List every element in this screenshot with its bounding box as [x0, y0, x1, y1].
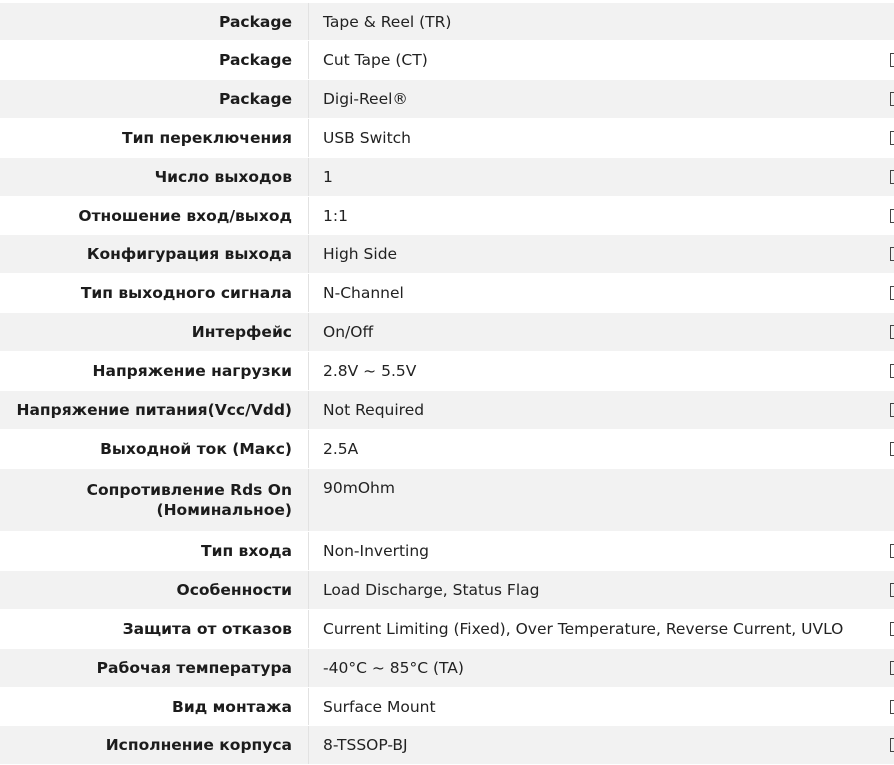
spec-value: N-Channel: [323, 284, 404, 302]
spec-row: [0, 197, 894, 235]
spec-value: Digi-Reel®: [323, 90, 408, 108]
specs-table: [0, 3, 894, 765]
spec-value: Tape & Reel (TR): [323, 12, 452, 31]
spec-label: Защита от отказов: [0, 610, 309, 648]
filter-checkbox[interactable]: [890, 209, 894, 223]
spec-row: [0, 158, 894, 197]
spec-label: Отношение вход/выход: [0, 197, 309, 234]
spec-label: Конфигурация выхода: [0, 235, 309, 273]
spec-value: Not Required: [323, 401, 425, 419]
filter-checkbox[interactable]: [890, 53, 894, 67]
filter-checkbox[interactable]: [890, 442, 894, 456]
spec-label: Package: [0, 41, 309, 79]
spec-row: [0, 313, 894, 352]
filter-checkbox[interactable]: [890, 738, 894, 752]
spec-value: 8-TSSOP-BJ: [323, 736, 408, 754]
filter-checkbox[interactable]: [890, 131, 894, 145]
spec-value: 2.5A: [323, 440, 359, 458]
spec-value: 1: [323, 168, 333, 186]
filter-checkbox[interactable]: [890, 661, 894, 675]
spec-value: 90mOhm: [323, 479, 395, 497]
spec-row: [0, 41, 894, 80]
spec-row: [0, 80, 894, 119]
spec-label: Сопротивление Rds On (Номинальное): [0, 469, 309, 531]
spec-value: Surface Mount: [323, 697, 436, 716]
spec-label: Тип входа: [0, 532, 309, 570]
spec-row: [0, 726, 894, 765]
spec-row: [0, 610, 894, 649]
spec-label: Особенности: [0, 571, 309, 609]
spec-row: [0, 532, 894, 571]
filter-checkbox[interactable]: [890, 364, 894, 378]
spec-label: Напряжение нагрузки: [0, 352, 309, 390]
spec-value: USB Switch: [323, 129, 411, 147]
spec-value: On/Off: [323, 323, 374, 341]
spec-label: Выходной ток (Макс): [0, 430, 309, 468]
spec-label: Напряжение питания(Vcc/Vdd): [0, 391, 309, 429]
spec-value: 2.8V ~ 5.5V: [323, 362, 417, 380]
spec-label: Интерфейс: [0, 313, 309, 351]
filter-checkbox[interactable]: [890, 622, 894, 636]
spec-row: [0, 3, 894, 41]
filter-checkbox[interactable]: [890, 544, 894, 558]
filter-checkbox[interactable]: [890, 403, 894, 417]
spec-row: [0, 649, 894, 688]
spec-row: [0, 274, 894, 313]
spec-row: [0, 688, 894, 726]
spec-value: High Side: [323, 245, 398, 263]
filter-checkbox[interactable]: [890, 92, 894, 106]
spec-label: Число выходов: [0, 158, 309, 196]
filter-checkbox[interactable]: [890, 583, 894, 597]
filter-checkbox[interactable]: [890, 170, 894, 184]
spec-value: 1:1: [323, 206, 348, 225]
filter-checkbox[interactable]: [890, 700, 894, 714]
spec-value: Load Discharge, Status Flag: [323, 581, 540, 599]
spec-row: [0, 571, 894, 610]
spec-label: Package: [0, 80, 309, 118]
spec-row: [0, 430, 894, 469]
spec-label: Исполнение корпуса: [0, 726, 309, 764]
spec-label: Тип переключения: [0, 119, 309, 157]
spec-label: Вид монтажа: [0, 688, 309, 725]
spec-row: [0, 469, 894, 532]
filter-checkbox[interactable]: [890, 286, 894, 300]
spec-row: [0, 352, 894, 391]
spec-value: -40°C ~ 85°C (TA): [323, 659, 464, 677]
spec-label: Package: [0, 3, 309, 40]
spec-row: [0, 235, 894, 274]
filter-checkbox[interactable]: [890, 247, 894, 261]
spec-value: Current Limiting (Fixed), Over Temperature, Reverse Current, UVLO: [323, 620, 844, 638]
spec-row: [0, 391, 894, 430]
spec-value: Non-Inverting: [323, 542, 430, 560]
filter-checkbox[interactable]: [890, 325, 894, 339]
spec-value: Cut Tape (CT): [323, 51, 428, 69]
spec-row: [0, 119, 894, 158]
spec-label: Тип выходного сигнала: [0, 274, 309, 312]
spec-label: Рабочая температура: [0, 649, 309, 687]
